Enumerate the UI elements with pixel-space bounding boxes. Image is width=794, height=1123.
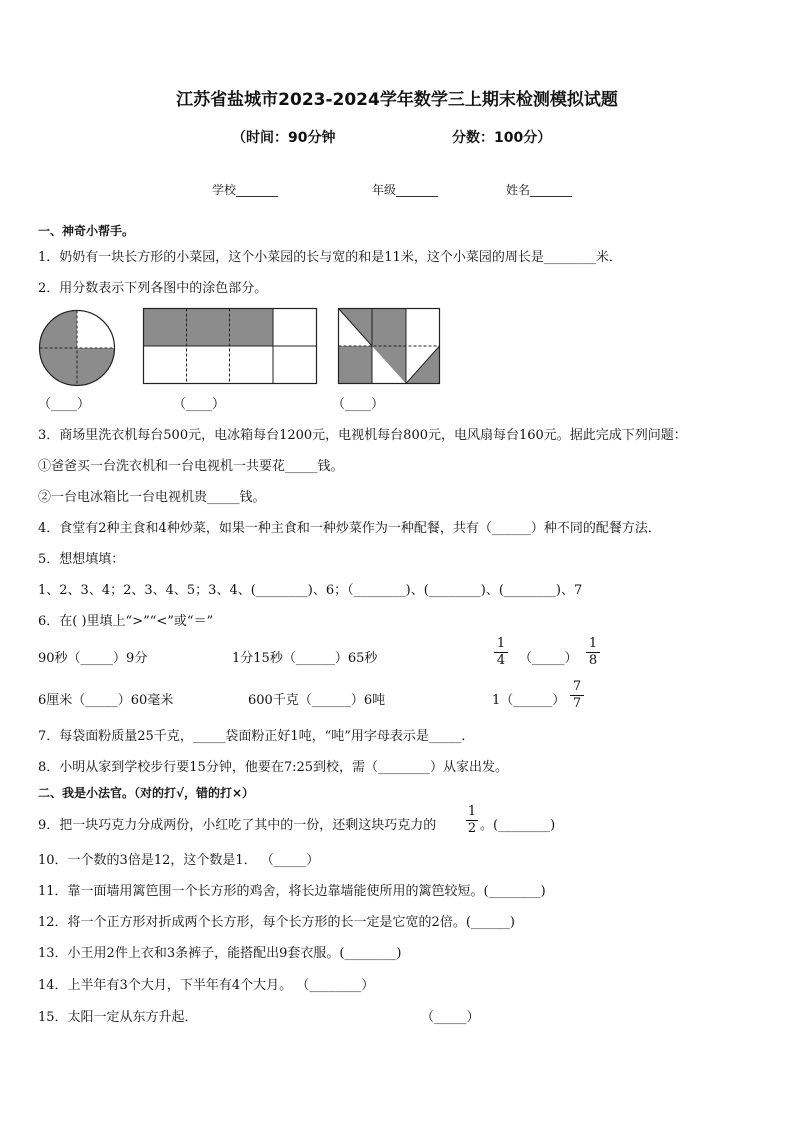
question-5-sequence: 1、2、3、4；2、3、4、5；3、4、(________)、6；（________)、(________)、(________)、7 [38, 583, 583, 598]
question-10: 10．一个数的3倍是12，这个数是1． （_____） [38, 853, 320, 868]
q6-compare-1c-blank[interactable]: （_____） [519, 651, 578, 666]
q6-compare-1b: 1分15秒（______）65秒 [232, 651, 378, 666]
section-2-heading: 二、我是小法官。（对的打√，错的打×） [38, 786, 255, 800]
fraction-one-half-display [466, 805, 478, 836]
q6-compare-2a: 6厘米（_____）60毫米 [38, 693, 174, 708]
question-14: 14．上半年有3个大月，下半年有4个大月。 （________） [38, 978, 375, 993]
figure-rectangle-grid [143, 308, 317, 384]
denominator: 4 [496, 653, 506, 668]
question-13: 13．小王用2件上衣和3条裤子，能搭配出9套衣服。(________) [38, 946, 402, 961]
q6-compare-1a: 90秒（_____）9分 [38, 651, 148, 666]
question-4: 4．食堂有2种主食和4种炒菜，如果一种主食和一种炒菜作为一种配餐，共有（______）种不同的配餐方法． [38, 521, 661, 536]
q6-compare-2c: 1（______） [492, 693, 566, 708]
question-8: 8．小明从家到学校步行要15分钟，他要在7:25到校，需（________）从家出发。 [38, 760, 509, 775]
question-6: 6．在( )里填上“>”“<”或“＝” [38, 614, 214, 629]
q6-compare-2b: 600千克（______）6吨 [248, 693, 386, 708]
q2-blank-3[interactable]: （____） [332, 397, 385, 412]
page-title: 江苏省盐城市2023-2024学年数学三上期末检测模拟试题 [176, 90, 618, 110]
question-15-blank[interactable]: （_____） [421, 1010, 480, 1025]
exam-time: （时间：90分钟 [232, 130, 336, 146]
denominator: 7 [572, 696, 582, 711]
question-9-blank[interactable]: 。(________) [480, 818, 556, 833]
numerator: 1 [467, 804, 477, 819]
q2-blank-1[interactable]: （____） [38, 397, 91, 412]
exam-score: 分数：100分） [452, 130, 552, 146]
question-2: 2．用分数表示下列各图中的涂色部分。 [38, 281, 268, 296]
name-field[interactable]: 姓名_______ [506, 183, 573, 197]
question-12: 12．将一个正方形对折成两个长方形，每个长方形的长一定是它宽的2倍。(______) [38, 915, 515, 930]
numerator: 7 [572, 679, 582, 694]
numerator: 1 [588, 636, 598, 651]
question-15: 15．太阳一定从东方升起． [38, 1010, 198, 1025]
numerator: 1 [496, 636, 506, 651]
section-1-heading: 一、神奇小帮手。 [38, 224, 135, 238]
question-1: 1．奶奶有一块长方形的小菜园，这个小菜园的长与宽的和是11米，这个小菜园的周长是________米． [38, 250, 622, 265]
q2-blank-2[interactable]: （____） [173, 397, 226, 412]
denominator: 8 [588, 653, 598, 668]
question-11: 11．靠一面墙用篱笆围一个长方形的鸡舍，将长边靠墙能使所用的篱笆较短。(________) [38, 884, 546, 899]
figure-circle [38, 309, 116, 387]
question-3-part-1: ①爸爸买一台洗衣机和一台电视机一共要花_____钱。 [38, 459, 344, 474]
figure-triangle-grid [338, 308, 440, 384]
denominator: 2 [467, 821, 477, 836]
school-field[interactable]: 学校_______ [212, 183, 279, 197]
question-3: 3．商场里洗衣机每台500元，电冰箱每台1200元，电视机每台800元，电风扇每台160元。据此完成下列问题： [38, 428, 687, 443]
fraction-one-eighth [586, 637, 600, 668]
fraction-seven-sevenths [570, 680, 584, 711]
question-7: 7．每袋面粉质量25千克，_____袋面粉正好1吨，“吨”用字母表示是_____． [38, 729, 475, 744]
fraction-one-quarter [494, 637, 508, 668]
grade-field[interactable]: 年级_______ [372, 183, 439, 197]
question-3-part-2: ②一台电冰箱比一台电视机贵_____钱。 [38, 490, 266, 505]
question-5: 5．想想填填： [38, 552, 125, 567]
question-9: 9．把一块巧克力分成两份，小红吃了其中的一份，还剩这块巧克力的 [38, 818, 437, 833]
